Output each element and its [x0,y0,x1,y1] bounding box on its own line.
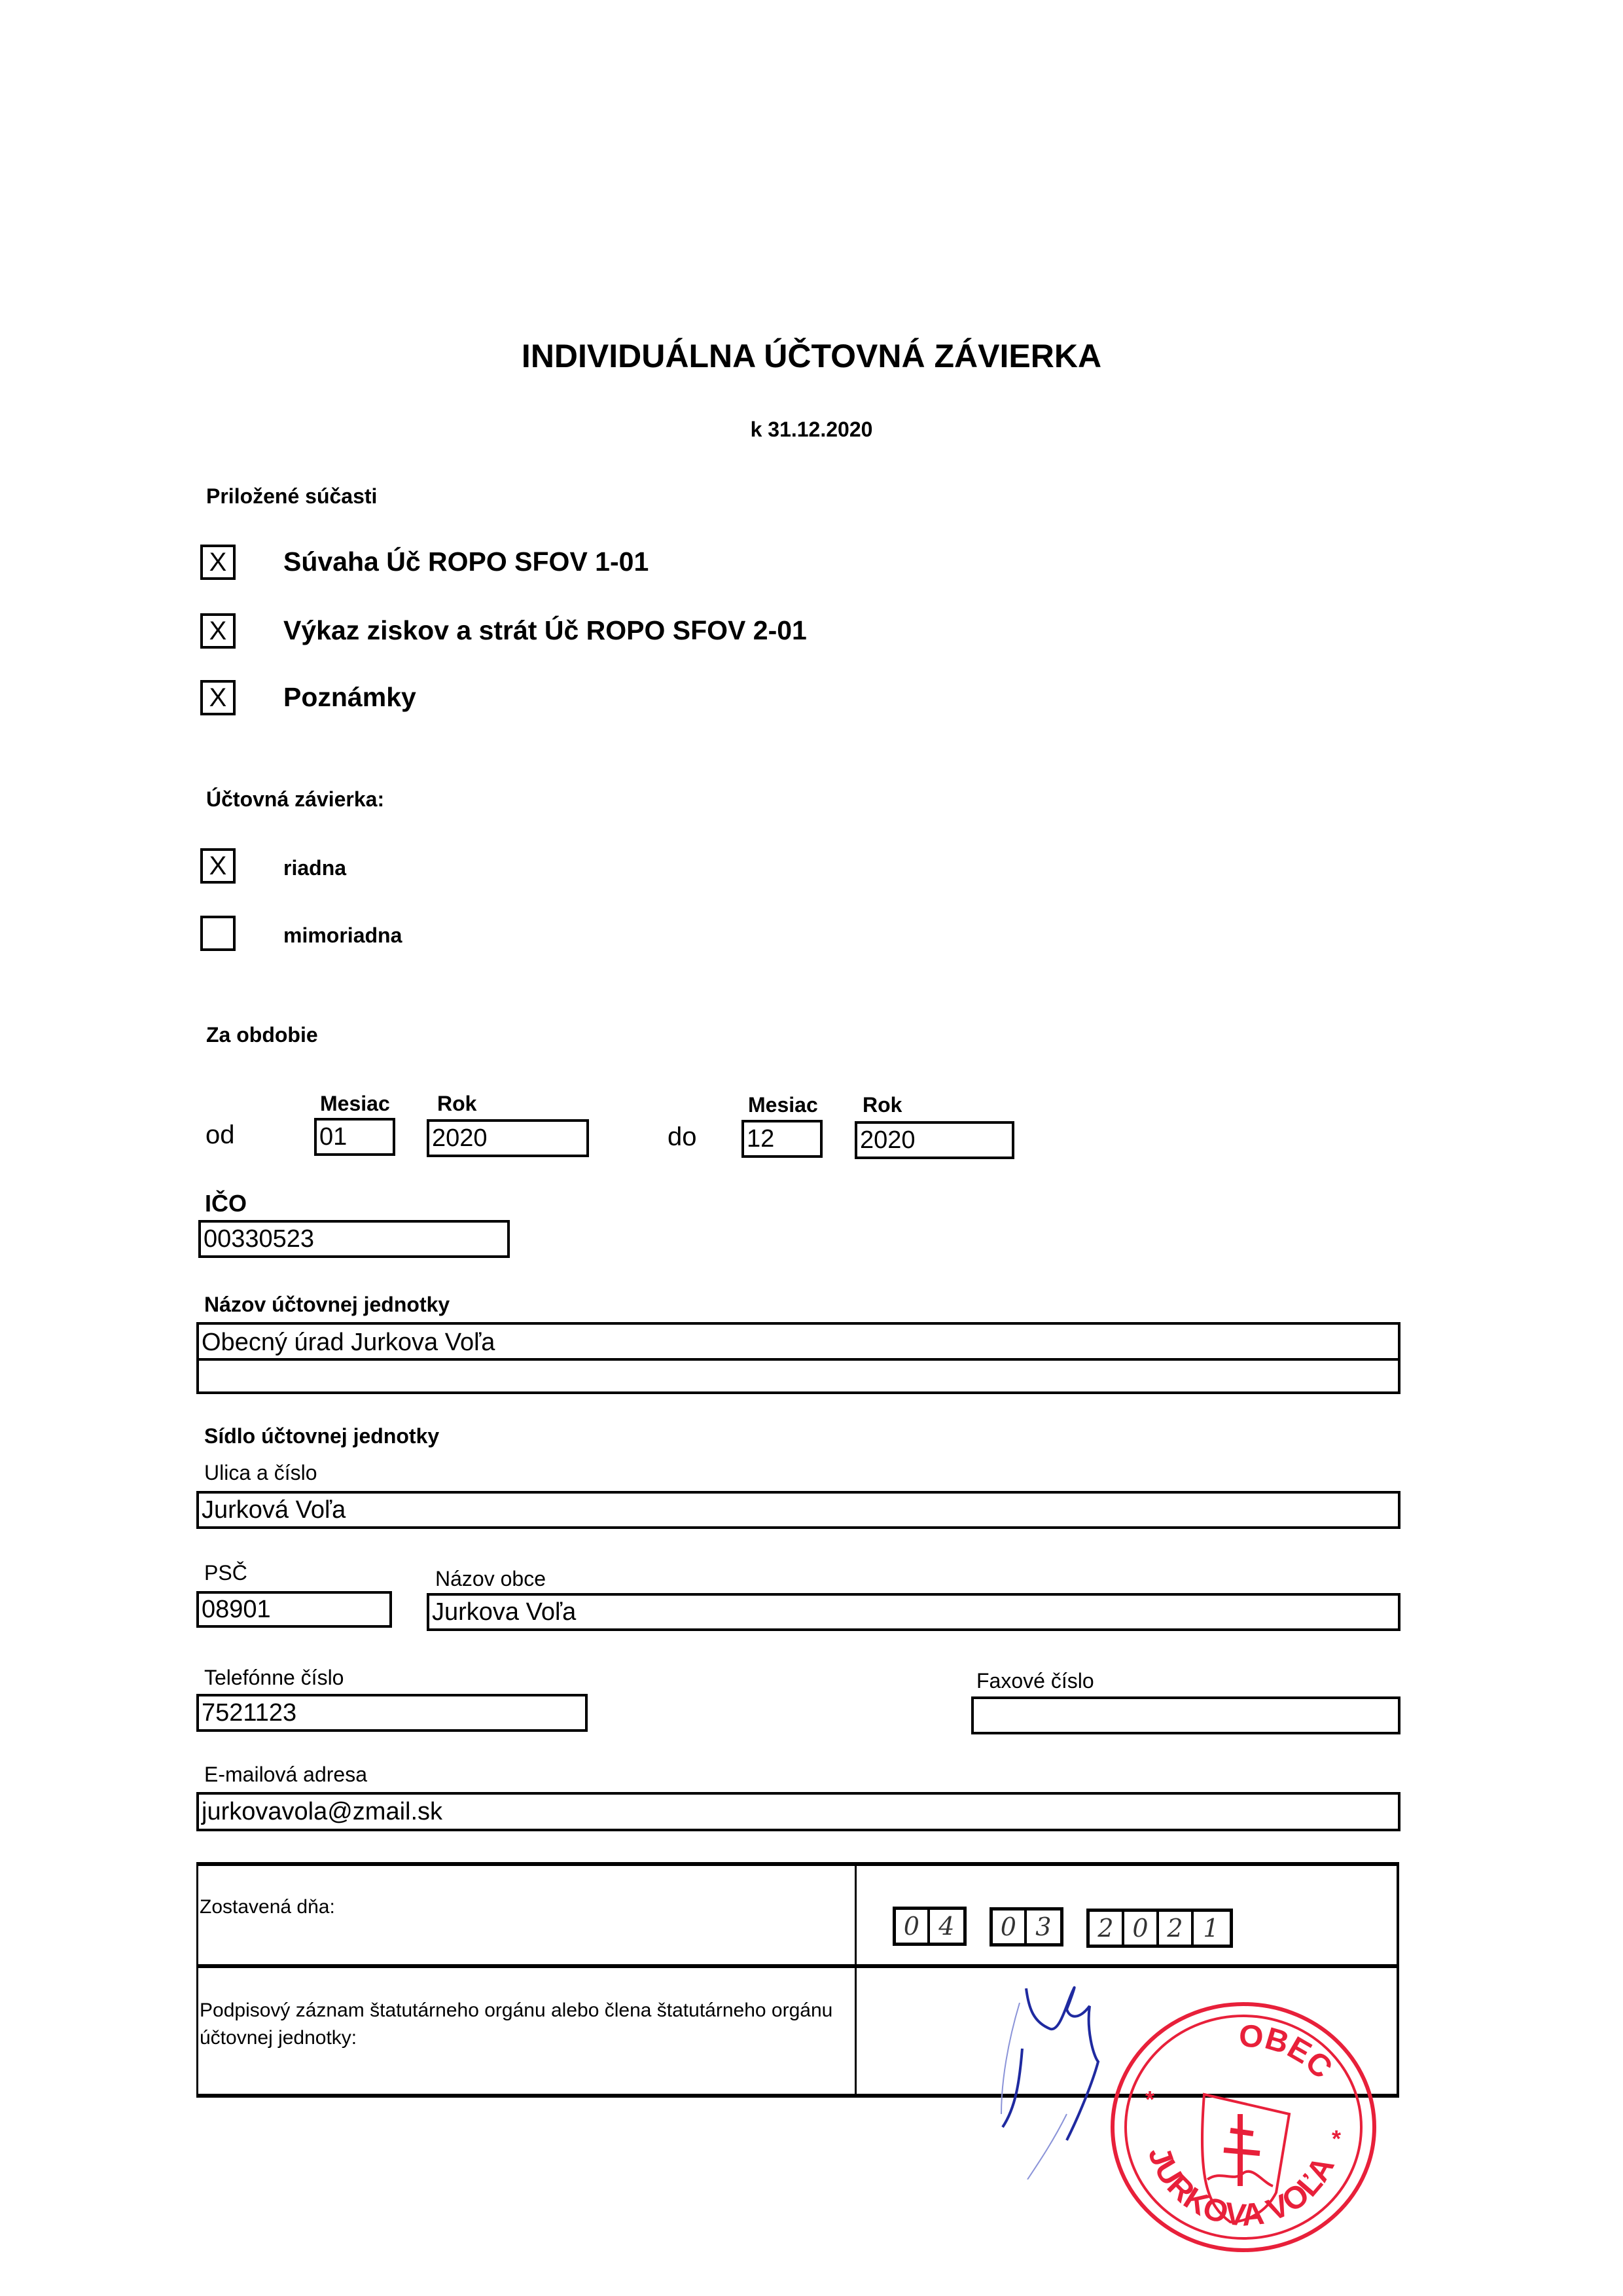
attachment-checkbox-income[interactable]: X [200,613,236,649]
compiled-year-digit: 0 [1124,1912,1159,1945]
handwritten-signature [988,1983,1119,2179]
compiled-year-field[interactable] [1086,1909,1233,1948]
entity-name-label: Názov účtovnej jednotky [204,1293,450,1316]
ico-field[interactable]: 00330523 [198,1220,510,1258]
from-year-field[interactable]: 2020 [427,1119,589,1157]
to-year-label: Rok [863,1093,902,1117]
statement-type-label-regular: riadna [283,856,347,880]
star-icon: * [1332,2125,1342,2152]
statement-type-checkbox-regular[interactable]: X [200,848,236,884]
period-heading: Za obdobie [206,1023,318,1047]
ico-label: IČO [205,1190,247,1217]
compiled-day-digit: 4 [938,1912,955,1941]
to-label: do [668,1122,697,1151]
compiled-month-digit: 0 [993,1910,1027,1943]
address-heading: Sídlo účtovnej jednotky [204,1424,440,1448]
official-stamp [1106,1996,1381,2258]
phone-field[interactable]: 7521123 [196,1694,588,1732]
to-year-field[interactable]: 2020 [855,1121,1014,1159]
from-month-label: Mesiac [320,1092,390,1115]
statement-type-label-extraordinary: mimoriadna [283,924,402,947]
attachment-label-income: Výkaz ziskov a strát Úč ROPO SFOV 2-01 [283,615,807,645]
compiled-day-field[interactable] [893,1907,967,1946]
compiled-year-digit: 2 [1159,1912,1194,1945]
attachment-checkbox-notes[interactable]: X [200,680,236,715]
from-year-label: Rok [437,1092,477,1115]
statement-type-checkbox-extraordinary[interactable] [200,916,236,951]
document-date: k 31.12.2020 [750,418,873,441]
signature-record-label: Podpisový záznam štatutárneho orgánu alebo člena štatutárneho orgánu účtovnej jednotky: [200,2000,833,2049]
to-month-field[interactable]: 12 [741,1120,823,1158]
zip-field[interactable]: 08901 [196,1591,392,1628]
city-label: Názov obce [435,1567,546,1590]
attachment-label-notes: Poznámky [283,682,416,712]
entity-name-field-line2[interactable] [196,1358,1400,1394]
street-field[interactable]: Jurková Voľa [196,1491,1400,1529]
fax-field[interactable] [971,1696,1400,1734]
email-field[interactable]: jurkovavola@zmail.sk [196,1792,1400,1831]
compiled-year-digit: 2 [1090,1912,1124,1945]
street-label: Ulica a číslo [204,1461,317,1484]
compiled-year-digit: 1 [1203,1914,1219,1943]
star-icon: * [1145,2086,1155,2113]
compiled-day-digit: 0 [896,1910,930,1943]
compiled-date-label: Zostavená dňa: [200,1896,335,1918]
compiled-month-field[interactable] [990,1907,1063,1946]
zip-label: PSČ [204,1561,247,1585]
to-month-label: Mesiac [748,1093,818,1117]
phone-label: Telefónne číslo [204,1666,344,1689]
email-label: E-mailová adresa [204,1763,367,1786]
attachment-checkbox-balance[interactable]: X [200,545,236,580]
table-row-divider [198,1964,1397,1968]
statement-type-heading: Účtovná závierka: [206,787,385,811]
entity-name-field-line1[interactable]: Obecný úrad Jurkova Voľa [196,1322,1400,1360]
fax-label: Faxové číslo [976,1669,1094,1693]
stamp-bottom-text: JURKOVA VOĽA [1141,2142,1342,2233]
city-field[interactable]: Jurkova Voľa [427,1593,1400,1631]
attachments-heading: Priložené súčasti [206,484,378,508]
from-month-field[interactable]: 01 [314,1118,395,1156]
attachment-label-balance: Súvaha Úč ROPO SFOV 1-01 [283,547,649,577]
stamp-top-text: OBEC [1238,2018,1339,2086]
document-title: INDIVIDUÁLNA ÚČTOVNÁ ZÁVIERKA [521,338,1102,374]
table-column-divider [855,1866,857,2094]
compiled-month-digit: 3 [1035,1912,1052,1941]
from-label: od [205,1121,235,1149]
